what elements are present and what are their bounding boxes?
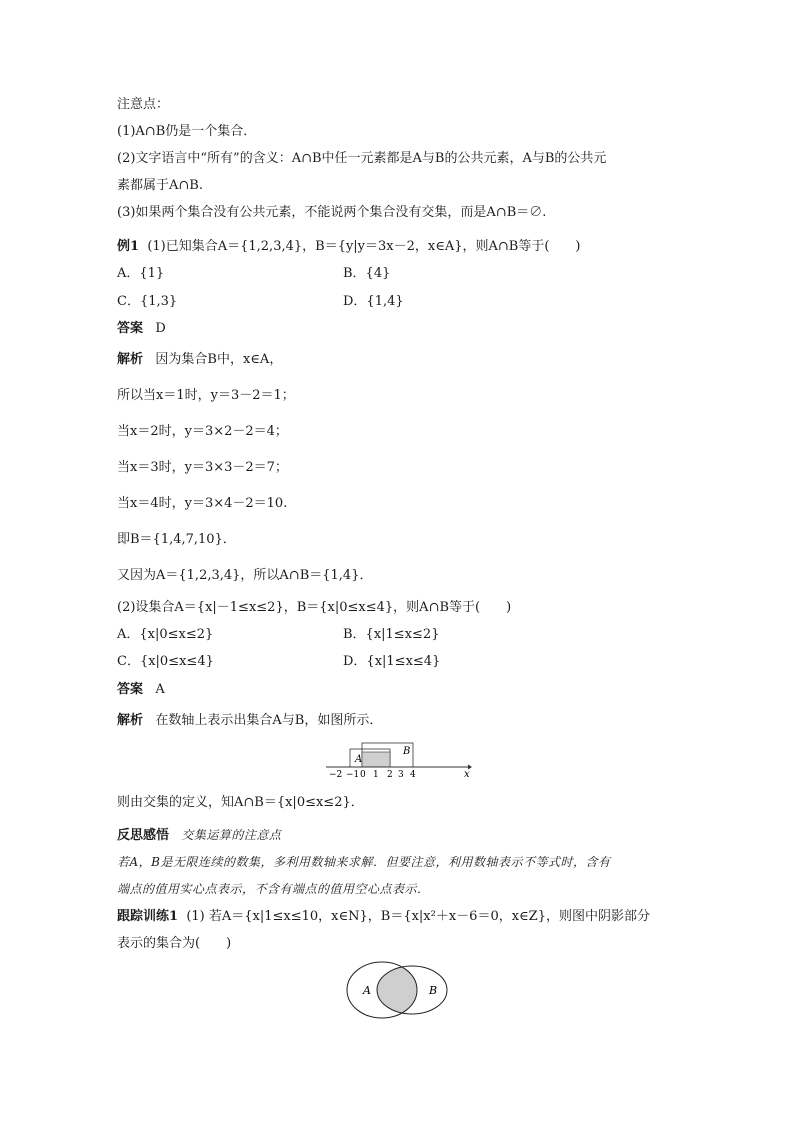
tick-0: 0: [360, 770, 366, 780]
training-question-line-2: 表示的集合为( ): [117, 936, 232, 951]
tick-3: 3: [398, 770, 404, 780]
analysis-2: [117, 712, 382, 730]
analysis-1: [117, 351, 282, 369]
choice-1b: B．{4}: [343, 266, 391, 281]
question-1-text: (1)已知集合A＝{1,2,3,4}，B＝{y|y＝3x－2，x∈A}，则A∩B等于( ): [147, 239, 581, 254]
question-2-text: (2)设集合A＝{x|－1≤x≤2}，B＝{x|0≤x≤4}，则A∩B等于( ): [117, 600, 512, 615]
note-2-line-2: 素都属于A∩B.: [117, 178, 203, 193]
reflection-label: 反思感悟: [117, 828, 170, 843]
reflection-title: 交集运算的注意点: [181, 828, 282, 842]
note-1: (1)A∩B仍是一个集合．: [117, 124, 257, 139]
answer-label-2: 答案: [117, 682, 144, 697]
set-a-label: A: [355, 754, 363, 765]
answer-1: [117, 320, 166, 338]
answer-2-value: A: [155, 682, 165, 697]
choice-2b: B．{x|1≤x≤2}: [343, 627, 440, 642]
choice-2c: C．{x|0≤x≤4}: [117, 654, 214, 669]
training-question-line-1: (1) 若A＝{x|1≤x≤10，x∈N}，B＝{x|x²＋x－6＝0，x∈Z}，则图中阴影部分: [186, 909, 650, 924]
analysis-label: 解析: [117, 352, 144, 367]
note-2-line-1: (2)文字语言中“所有”的含义：A∩B中任一元素都是A与B的公共元素，A与B的公共元: [117, 151, 607, 166]
choice-1a: A．{1}: [117, 266, 165, 281]
choice-1c: C．{1,3}: [117, 294, 178, 309]
analysis-step-4: 当x＝4时，y＝3×4－2＝10.: [117, 496, 288, 511]
tick-4: 4: [410, 770, 416, 780]
tick-2: 2: [387, 770, 393, 780]
choice-2a: A．{x|0≤x≤2}: [117, 627, 214, 642]
reflection-body-1: 若A，B是无限连续的数集，多利用数轴来求解．但要注意，利用数轴表示不等式时，含有: [117, 855, 611, 869]
analysis-step-3: 当x＝3时，y＝3×3－2＝7；: [117, 460, 288, 475]
tick-minus-2: −2: [329, 770, 343, 780]
venn-label-b: B: [429, 984, 438, 997]
training-label: 跟踪训练1: [117, 909, 179, 924]
analysis-label-2: 解析: [117, 713, 144, 728]
analysis-step-5: 即B＝{1,4,7,10}．: [117, 532, 236, 547]
tick-minus-1: −1: [346, 770, 360, 780]
answer-1-value: D: [155, 321, 166, 336]
notes-heading: 注意点：: [117, 97, 170, 112]
choice-1d: D．{1,4}: [343, 294, 404, 309]
example-1-question-1: [117, 238, 581, 256]
reflection-body-2: 端点的值用实心点表示，不含有端点的值用空心点表示．: [117, 882, 430, 896]
analysis-step-2: 当x＝2时，y＝3×2－2＝4；: [117, 424, 288, 439]
venn-diagram: [344, 960, 452, 1020]
reflection-header: [117, 826, 281, 845]
training-question: [117, 908, 650, 926]
venn-label-a: A: [363, 984, 371, 997]
analysis-2-text: 在数轴上表示出集合A与B，如图所示．: [155, 713, 383, 728]
analysis-1-text: 因为集合B中，x∈A，: [155, 352, 283, 367]
answer-2: [117, 681, 165, 699]
number-line-figure: [322, 740, 474, 780]
conclusion-2: 则由交集的定义，知A∩B＝{x|0≤x≤2}．: [117, 795, 364, 810]
note-3: (3)如果两个集合没有公共元素，不能说两个集合没有交集，而是A∩B＝∅.: [117, 205, 547, 220]
example-label: 例1: [117, 239, 140, 254]
choice-2d: D．{x|1≤x≤4}: [343, 654, 441, 669]
analysis-step-1: 所以当x＝1时，y＝3－2＝1；: [117, 388, 295, 403]
answer-label: 答案: [117, 321, 144, 336]
set-b-label: B: [403, 746, 411, 757]
intersection-shade: [362, 752, 390, 767]
tick-1: 1: [373, 770, 379, 780]
analysis-step-6: 又因为A＝{1,2,3,4}，所以A∩B＝{1,4}．: [117, 568, 373, 583]
axis-x-label: x: [464, 769, 470, 780]
